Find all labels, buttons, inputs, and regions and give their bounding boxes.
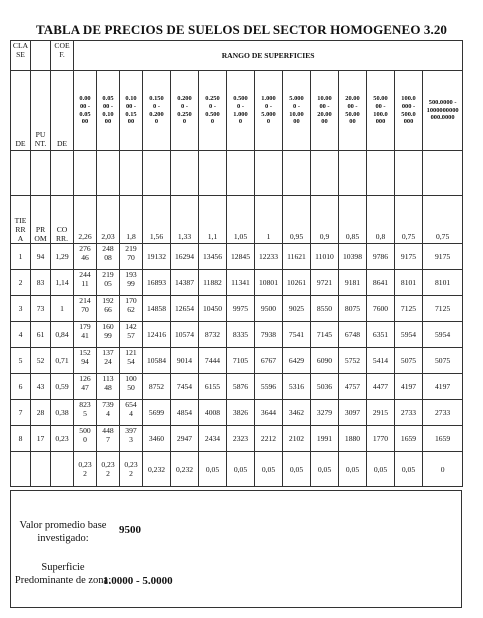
price-cell: 11882 — [199, 270, 227, 296]
price-cell: 8101 — [395, 270, 423, 296]
table-row — [11, 244, 463, 270]
range-header-1: 0.05 00 - 0.10 00 — [97, 71, 120, 151]
price-cell: 4854 — [171, 400, 199, 426]
price-cell: 654 4 — [120, 400, 143, 426]
price-cell: 739 4 — [97, 400, 120, 426]
price-cell: 14858 — [143, 296, 171, 322]
price-cell: 4008 — [199, 400, 227, 426]
coef-value: 2,03 — [97, 196, 120, 244]
price-cell: 9181 — [339, 270, 367, 296]
punt-cell: 83 — [31, 270, 51, 296]
price-cell: 126 47 — [74, 374, 97, 400]
price-cell: 448 7 — [97, 426, 120, 452]
price-cell: 9014 — [171, 348, 199, 374]
range-header-8: 5.000 0 - 10.00 00 — [283, 71, 311, 151]
punt-cell: 28 — [31, 400, 51, 426]
price-cell: 170 62 — [120, 296, 143, 322]
price-cell: 397 3 — [120, 426, 143, 452]
price-cell: 3460 — [143, 426, 171, 452]
range-header-7: 1.000 0 - 5.000 0 — [255, 71, 283, 151]
blank-cell — [171, 151, 199, 196]
price-cell: 10450 — [199, 296, 227, 322]
price-cell: 11341 — [227, 270, 255, 296]
price-cell: 9975 — [227, 296, 255, 322]
ranges-row — [11, 71, 463, 151]
price-cell: 10398 — [339, 244, 367, 270]
bottom-coef-cell: 0,232 — [171, 452, 199, 487]
spacer-row — [11, 151, 463, 196]
coef-value: 1,56 — [143, 196, 171, 244]
blank-cell — [11, 452, 31, 487]
tierra-label: TIE RR A — [11, 196, 31, 244]
price-cell: 2947 — [171, 426, 199, 452]
price-cell: 6748 — [339, 322, 367, 348]
price-cell: 8641 — [367, 270, 395, 296]
coef-value: 1,1 — [199, 196, 227, 244]
price-cell: 19132 — [143, 244, 171, 270]
price-cell: 5316 — [283, 374, 311, 400]
superficie-value: 1.0000 - 5.0000 — [103, 575, 173, 587]
price-cell: 2915 — [367, 400, 395, 426]
clase-cell: 6 — [11, 374, 31, 400]
price-cell: 8335 — [227, 322, 255, 348]
price-cell: 8752 — [143, 374, 171, 400]
price-cell: 13456 — [199, 244, 227, 270]
punt-cell: 61 — [31, 322, 51, 348]
price-cell: 100 50 — [120, 374, 143, 400]
price-cell: 4197 — [423, 374, 463, 400]
table-row — [11, 348, 463, 374]
coef-cell: 1 — [51, 296, 74, 322]
coef-value: 0,75 — [423, 196, 463, 244]
range-header-2: 0.10 00 - 0.15 00 — [120, 71, 143, 151]
price-cell: 219 05 — [97, 270, 120, 296]
price-cell: 5954 — [395, 322, 423, 348]
price-cell: 1770 — [367, 426, 395, 452]
price-table — [10, 40, 463, 487]
price-cell: 6351 — [367, 322, 395, 348]
price-cell: 5414 — [367, 348, 395, 374]
blank-cell — [339, 151, 367, 196]
price-cell: 8732 — [199, 322, 227, 348]
blank-cell — [255, 151, 283, 196]
price-cell: 10801 — [255, 270, 283, 296]
price-cell: 6090 — [311, 348, 339, 374]
price-cell: 5876 — [227, 374, 255, 400]
price-cell: 160 99 — [97, 322, 120, 348]
bottom-coef-cell: 0,05 — [199, 452, 227, 487]
table-row — [11, 296, 463, 322]
blank-cell — [120, 151, 143, 196]
price-cell: 2102 — [283, 426, 311, 452]
price-cell: 7105 — [227, 348, 255, 374]
price-cell: 9721 — [311, 270, 339, 296]
document-title: TABLA DE PRECIOS DE SUELOS DEL SECTOR HOMOGENEO 3.20 — [35, 22, 448, 37]
clase-cell: 3 — [11, 296, 31, 322]
prom-label: PR OM — [31, 196, 51, 244]
coef-value: 1 — [255, 196, 283, 244]
range-header-10: 20.00 00 - 50.00 00 — [339, 71, 367, 151]
price-cell: 152 94 — [74, 348, 97, 374]
price-cell: 248 08 — [97, 244, 120, 270]
coef-value: 1,05 — [227, 196, 255, 244]
range-header-6: 0.500 0 - 1.000 0 — [227, 71, 255, 151]
range-header-9: 10.00 00 - 20.00 00 — [311, 71, 339, 151]
price-cell: 1659 — [395, 426, 423, 452]
price-cell: 12654 — [171, 296, 199, 322]
price-cell: 193 99 — [120, 270, 143, 296]
blank-cell — [227, 151, 255, 196]
price-cell: 16893 — [143, 270, 171, 296]
price-cell: 12233 — [255, 244, 283, 270]
price-cell: 12416 — [143, 322, 171, 348]
bottom-coef-cell: 0,23 2 — [97, 452, 120, 487]
price-cell: 6155 — [199, 374, 227, 400]
price-cell: 2323 — [227, 426, 255, 452]
price-cell: 9025 — [283, 296, 311, 322]
coef-row — [11, 196, 463, 244]
blank-cell — [423, 151, 463, 196]
price-cell: 121 54 — [120, 348, 143, 374]
price-cell: 1659 — [423, 426, 463, 452]
clase-cell: 2 — [11, 270, 31, 296]
price-cell: 823 5 — [74, 400, 97, 426]
price-cell: 9175 — [423, 244, 463, 270]
price-cell: 7125 — [395, 296, 423, 322]
punt-cell: 17 — [31, 426, 51, 452]
price-cell: 500 0 — [74, 426, 97, 452]
blank-cell — [199, 151, 227, 196]
bottom-coef-cell: 0,23 2 — [74, 452, 97, 487]
superficie-label: Superficie Predominante de zona: — [14, 562, 112, 586]
price-cell: 2212 — [255, 426, 283, 452]
punt-header: PU NT. — [31, 71, 51, 151]
price-cell: 8075 — [339, 296, 367, 322]
price-cell: 276 46 — [74, 244, 97, 270]
price-cell: 5075 — [423, 348, 463, 374]
range-header-11: 50.00 00 - 100.0 000 — [367, 71, 395, 151]
price-cell: 5752 — [339, 348, 367, 374]
clase-cell: 5 — [11, 348, 31, 374]
coef-header: COE F. — [51, 41, 74, 71]
price-cell: 3279 — [311, 400, 339, 426]
price-cell: 3826 — [227, 400, 255, 426]
corr-label: CO RR. — [51, 196, 74, 244]
price-cell: 9786 — [367, 244, 395, 270]
price-cell: 8550 — [311, 296, 339, 322]
price-cell: 7541 — [283, 322, 311, 348]
clase-cell: 1 — [11, 244, 31, 270]
price-cell: 7125 — [423, 296, 463, 322]
bottom-coef-cell: 0,05 — [255, 452, 283, 487]
range-header-12: 100.0 000 - 500.0 000 — [395, 71, 423, 151]
price-cell: 4197 — [395, 374, 423, 400]
price-cell: 179 41 — [74, 322, 97, 348]
price-cell: 7454 — [171, 374, 199, 400]
price-cell: 5036 — [311, 374, 339, 400]
clase-cell: 4 — [11, 322, 31, 348]
coef-cell: 0,23 — [51, 426, 74, 452]
blank-cell — [395, 151, 423, 196]
price-cell: 5075 — [395, 348, 423, 374]
table-row — [11, 426, 463, 452]
price-cell: 7145 — [311, 322, 339, 348]
bottom-coef-cell: 0,05 — [395, 452, 423, 487]
rango-header: RANGO DE SUPERFICIES — [74, 41, 463, 71]
blank-cell — [51, 151, 74, 196]
price-cell: 8101 — [423, 270, 463, 296]
price-cell: 5954 — [423, 322, 463, 348]
blank-cell — [11, 151, 31, 196]
price-cell: 1991 — [311, 426, 339, 452]
coef-value: 0,85 — [339, 196, 367, 244]
coef-value: 1,33 — [171, 196, 199, 244]
price-cell: 2733 — [395, 400, 423, 426]
price-cell: 5699 — [143, 400, 171, 426]
coef-cell: 0,59 — [51, 374, 74, 400]
price-cell: 4757 — [339, 374, 367, 400]
blank-cell — [143, 151, 171, 196]
price-cell: 7600 — [367, 296, 395, 322]
price-cell: 192 66 — [97, 296, 120, 322]
promedio-value: 9500 — [119, 524, 141, 536]
coef-value: 2,26 — [74, 196, 97, 244]
blank-cell — [283, 151, 311, 196]
blank-header — [31, 41, 51, 71]
clase-cell: 7 — [11, 400, 31, 426]
blank-cell — [31, 452, 51, 487]
price-cell: 7938 — [255, 322, 283, 348]
header-row — [11, 41, 463, 71]
bottom-coef-cell: 0,05 — [367, 452, 395, 487]
coef-value: 1,8 — [120, 196, 143, 244]
blank-cell — [97, 151, 120, 196]
price-cell: 1880 — [339, 426, 367, 452]
price-cell: 219 70 — [120, 244, 143, 270]
blank-cell — [367, 151, 395, 196]
bottom-coef-cell: 0,05 — [311, 452, 339, 487]
punt-cell: 73 — [31, 296, 51, 322]
blank-cell — [51, 452, 74, 487]
clase-header: CLA SE — [11, 41, 31, 71]
price-cell: 3644 — [255, 400, 283, 426]
coef-value: 0,9 — [311, 196, 339, 244]
price-cell: 14387 — [171, 270, 199, 296]
price-cell: 142 57 — [120, 322, 143, 348]
price-cell: 9500 — [255, 296, 283, 322]
coef-cell: 1,14 — [51, 270, 74, 296]
bottom-coef-cell: 0,232 — [143, 452, 171, 487]
bottom-coef-cell: 0,05 — [339, 452, 367, 487]
price-cell: 3097 — [339, 400, 367, 426]
price-cell: 10261 — [283, 270, 311, 296]
blank-cell — [31, 151, 51, 196]
punt-cell: 52 — [31, 348, 51, 374]
price-cell: 12845 — [227, 244, 255, 270]
price-cell: 113 48 — [97, 374, 120, 400]
table-row — [11, 322, 463, 348]
de-header-2: DE — [51, 71, 74, 151]
price-cell: 137 24 — [97, 348, 120, 374]
price-cell: 6767 — [255, 348, 283, 374]
price-cell: 2733 — [423, 400, 463, 426]
range-header-3: 0.150 0 - 0.200 0 — [143, 71, 171, 151]
footer-section — [10, 490, 462, 608]
de-header: DE — [11, 71, 31, 151]
coef-value: 0,8 — [367, 196, 395, 244]
price-cell: 16294 — [171, 244, 199, 270]
bottom-coef-cell: 0 — [423, 452, 463, 487]
coef-cell: 0,71 — [51, 348, 74, 374]
price-cell: 214 70 — [74, 296, 97, 322]
coef-value: 0,95 — [283, 196, 311, 244]
clase-cell: 8 — [11, 426, 31, 452]
price-cell: 3462 — [283, 400, 311, 426]
coef-cell: 0,38 — [51, 400, 74, 426]
coef-cell: 1,29 — [51, 244, 74, 270]
punt-cell: 94 — [31, 244, 51, 270]
range-header-13: 500.0000 - 1000000000 000.0000 — [423, 71, 463, 151]
price-cell: 2434 — [199, 426, 227, 452]
price-cell: 6429 — [283, 348, 311, 374]
coefficient-bottom-row — [11, 452, 463, 487]
bottom-coef-cell: 0,05 — [283, 452, 311, 487]
table-row — [11, 400, 463, 426]
coef-value: 0,75 — [395, 196, 423, 244]
range-header-5: 0.250 0 - 0.500 0 — [199, 71, 227, 151]
price-cell: 7444 — [199, 348, 227, 374]
blank-cell — [311, 151, 339, 196]
range-header-4: 0.200 0 - 0.250 0 — [171, 71, 199, 151]
table-row — [11, 270, 463, 296]
price-cell: 10574 — [171, 322, 199, 348]
coef-cell: 0,84 — [51, 322, 74, 348]
price-cell: 4477 — [367, 374, 395, 400]
promedio-label: Valor promedio base investigado: — [19, 520, 107, 544]
price-cell: 10584 — [143, 348, 171, 374]
price-cell: 5596 — [255, 374, 283, 400]
price-cell: 11621 — [283, 244, 311, 270]
bottom-coef-cell: 0,05 — [227, 452, 255, 487]
price-cell: 9175 — [395, 244, 423, 270]
price-cell: 244 11 — [74, 270, 97, 296]
bottom-coef-cell: 0,23 2 — [120, 452, 143, 487]
blank-cell — [74, 151, 97, 196]
table-row — [11, 374, 463, 400]
range-header-0: 0.00 00 - 0.05 00 — [74, 71, 97, 151]
price-cell: 11010 — [311, 244, 339, 270]
punt-cell: 43 — [31, 374, 51, 400]
